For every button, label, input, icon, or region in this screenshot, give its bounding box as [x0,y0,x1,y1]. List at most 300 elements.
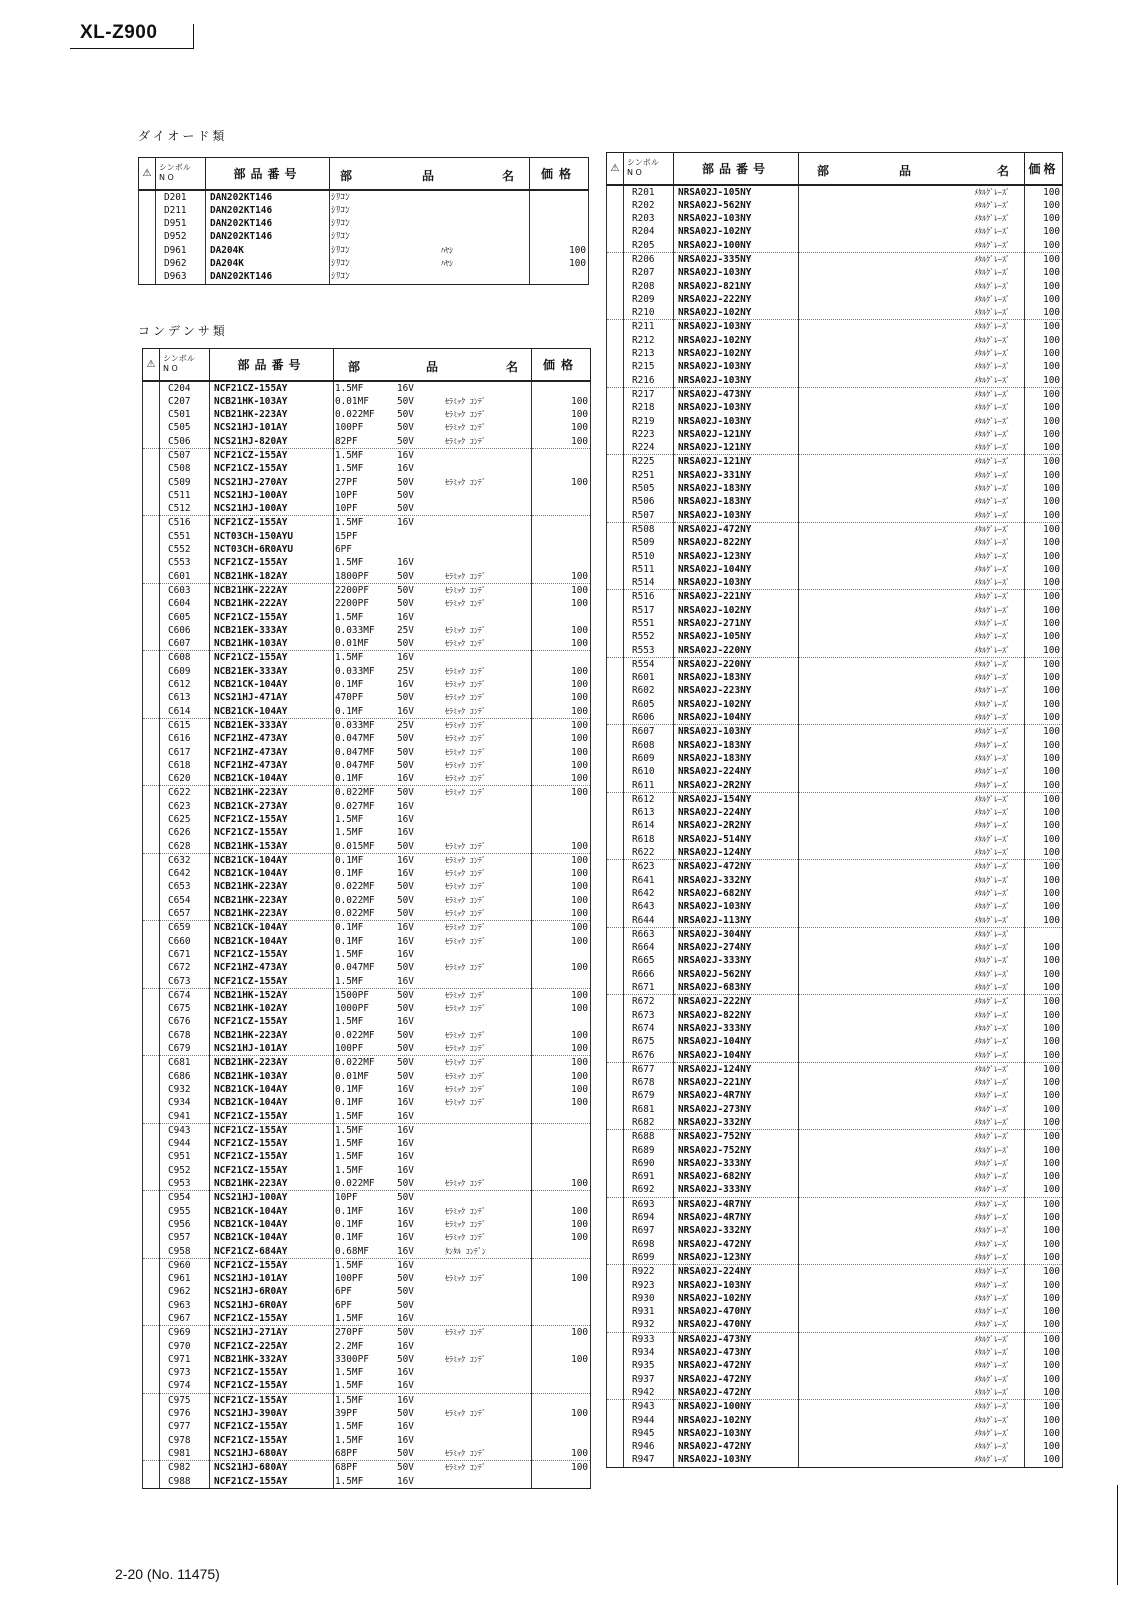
value-text: 10PF [335,503,358,515]
table-row [607,846,1063,860]
symbol-cell: R206 [624,252,674,266]
symbol-cell: C617 [160,746,210,759]
symbol-cell: R643 [624,900,674,913]
symbol-cell: R251 [624,469,674,482]
part-number-cell: NRSA02J-333NY [674,954,799,967]
description-cell: ﾒﾀﾙｸﾞﾚｰｽﾞ [799,495,1025,508]
price-cell: 100 [1025,779,1063,793]
price-cell: 100 [1025,1373,1063,1386]
part-number-cell: NRSA02J-470NY [674,1305,799,1318]
symbol-cell: R923 [624,1279,674,1292]
description-cell: ﾒﾀﾙｸﾞﾚｰｽﾞ [799,387,1025,401]
table-row [607,711,1063,725]
price-cell: 100 [1025,887,1063,900]
part-number-cell: NRSA02J-472NY [674,1373,799,1386]
price-cell: 100 [1025,1144,1063,1157]
price-cell [532,462,591,475]
part-number-cell: NCS21HJ-101AY [210,1272,334,1285]
table-row [143,1272,591,1285]
description-cell [334,1326,532,1340]
description-cell: ﾒﾀﾙｸﾞﾚｰｽﾞ [799,199,1025,212]
part-number-cell: NCF21CZ-155AY [210,1015,334,1028]
table-row [607,792,1063,806]
warning-cell [143,907,160,921]
symbol-cell: R215 [624,360,674,373]
price-cell [532,1164,591,1177]
table-row [607,1386,1063,1400]
symbol-cell: R943 [624,1400,674,1414]
symbol-cell: R217 [624,387,674,401]
table-row [607,280,1063,293]
symbol-cell: R671 [624,981,674,995]
value-text: ｼﾘｺﾝ [331,231,350,243]
symbol-cell: R212 [624,334,674,347]
part-number-cell: NRSA02J-102NY [674,1292,799,1305]
warning-cell [143,935,160,948]
symbol-cell: R677 [624,1062,674,1076]
page-edge-mark [1117,1485,1118,1585]
warning-cell [607,1414,624,1427]
part-number-cell: NRSA02J-4R7NY [674,1197,799,1211]
symbol-cell: R699 [624,1251,674,1265]
table-row [607,1453,1063,1467]
part-number-cell: NRSA02J-123NY [674,1251,799,1265]
warning-cell [607,1440,624,1453]
col-price: 価格 [532,349,591,381]
table-row [143,624,591,637]
symbol-cell: R664 [624,941,674,954]
warning-cell [143,1312,160,1326]
part-number-cell: NCF21CZ-155AY [210,1164,334,1177]
price-cell: 100 [1025,199,1063,212]
warning-cell [607,1251,624,1265]
description-cell: ﾒﾀﾙｸﾞﾚｰｽﾞ [799,1049,1025,1063]
symbol-cell: R506 [624,495,674,508]
value-text: 0.1MF [335,679,364,691]
warning-cell [607,1238,624,1251]
warning-cell [143,786,160,800]
table-row [607,1332,1063,1346]
symbol-cell: R203 [624,212,674,225]
rating-text: 16V [397,517,414,529]
table-row [143,1123,591,1137]
price-cell: 100 [1025,1251,1063,1265]
table-row [607,455,1063,469]
part-number-cell: NCB21EK-333AY [210,665,334,678]
warning-icon: ⚠ [607,153,624,185]
rating-text: 50V [397,962,414,974]
symbol-cell: R933 [624,1332,674,1346]
warning-cell [607,671,624,684]
part-number-cell: NCF21CZ-155AY [210,1475,334,1489]
part-number-cell: NCB21CK-104AY [210,853,334,867]
description-cell [334,448,532,462]
description-cell [334,840,532,854]
table-row [143,1299,591,1312]
symbol-cell: C625 [160,813,210,826]
warning-cell [607,1386,624,1400]
value-text: 1.5MF [335,1394,364,1406]
value-text: 1.5MF [335,1434,364,1446]
symbol-cell: R932 [624,1318,674,1332]
description-cell: ﾒﾀﾙｸﾞﾚｰｽﾞ [799,536,1025,549]
description-cell: ﾒﾀﾙｸﾞﾚｰｽﾞ [799,306,1025,320]
warning-cell [607,1427,624,1440]
table-row [607,1103,1063,1116]
value-text: 1.5MF [335,557,364,569]
value-text: 1.5MF [335,611,364,623]
price-cell [532,1015,591,1028]
table-row [139,204,589,217]
value-text: 1.5MF [335,948,364,960]
part-number-cell: NRSA02J-223NY [674,684,799,697]
part-number-cell: NRSA02J-274NY [674,941,799,954]
price-cell [530,217,589,230]
table-row [607,185,1063,199]
description-cell [334,1177,532,1191]
description-cell [334,462,532,475]
price-cell: 100 [532,1177,591,1191]
description-cell: ﾒﾀﾙｸﾞﾚｰｽﾞ [799,1359,1025,1372]
price-cell: 100 [532,935,591,948]
description-cell [334,1379,532,1393]
table-row [143,1312,591,1326]
symbol-cell: C612 [160,678,210,691]
table-row [607,900,1063,913]
rating-text: 50V [397,489,414,501]
part-number-cell: DA204K [206,257,330,270]
type-text: ｾﾗﾐｯｸ ｺﾝﾃﾞ [445,760,486,770]
description-cell [334,408,532,421]
part-number-cell: NCS21HJ-680AY [210,1447,334,1461]
table-row [607,1359,1063,1372]
symbol-cell: R204 [624,225,674,238]
table-row [143,583,591,597]
description-cell [334,651,532,665]
price-cell: 100 [532,395,591,408]
type-text: ｾﾗﾐｯｸ ｺﾝﾃﾞ [445,963,486,973]
description-cell [334,1042,532,1056]
price-cell [532,651,591,665]
rating-text: 50V [397,1273,414,1285]
value-text: 0.022MF [335,409,375,421]
symbol-cell: C955 [160,1205,210,1218]
rating-text: 16V [397,705,414,717]
symbol-cell: R678 [624,1076,674,1089]
table-row [143,1205,591,1218]
warning-cell [143,570,160,584]
rating-text: 50V [397,395,414,407]
description-cell: ﾒﾀﾙｸﾞﾚｰｽﾞ [799,428,1025,441]
price-cell: 100 [1025,1224,1063,1237]
symbol-cell: R663 [624,927,674,941]
price-cell: 100 [1025,415,1063,428]
table-row [143,1285,591,1298]
table-row [607,469,1063,482]
type-text: ｾﾗﾐｯｸ ｺﾝﾃﾞ [445,1448,486,1458]
symbol-cell: R931 [624,1305,674,1318]
model-bracket [193,24,194,49]
symbol-cell: C969 [160,1326,210,1340]
description-cell [334,867,532,880]
part-number-cell: NRSA02J-183NY [674,482,799,495]
table-row [143,489,591,502]
part-number-cell: NRSA02J-473NY [674,1346,799,1359]
symbol-cell: C967 [160,1312,210,1326]
symbol-cell: C552 [160,543,210,556]
part-number-cell: NCB21HK-223AY [210,1177,334,1191]
symbol-cell: C943 [160,1123,210,1137]
part-number-cell: NCT03CH-150AYU [210,530,334,543]
part-number-cell: NCS21HJ-6R0AY [210,1285,334,1298]
table-row [607,1144,1063,1157]
table-row [607,725,1063,739]
type-text: ｾﾗﾐｯｸ ｺﾝﾃﾞ [445,625,486,635]
value-text: 1.5MF [335,652,364,664]
value-text: 0.015MF [335,840,375,852]
warning-cell [607,739,624,752]
type-text: ｾﾗﾐｯｸ ｺﾝﾃﾞ [445,720,486,730]
table-row [139,270,589,284]
part-number-cell: NCS21HJ-101AY [210,421,334,434]
price-cell: 100 [1025,1076,1063,1089]
warning-cell [607,684,624,697]
table-row [143,381,591,395]
symbol-cell: C674 [160,988,210,1002]
warning-cell [143,583,160,597]
part-number-cell: NRSA02J-100NY [674,239,799,253]
description-cell: ﾒﾀﾙｸﾞﾚｰｽﾞ [799,590,1025,604]
symbol-cell: R225 [624,455,674,469]
warning-cell [607,927,624,941]
part-number-cell: NRSA02J-224NY [674,765,799,778]
symbol-cell: R213 [624,347,674,360]
warning-cell [607,550,624,563]
part-number-cell: NRSA02J-472NY [674,1440,799,1453]
price-cell: 100 [1025,711,1063,725]
symbol-cell: C958 [160,1245,210,1259]
symbol-cell: R693 [624,1197,674,1211]
description-cell: ﾒﾀﾙｸﾞﾚｰｽﾞ [799,415,1025,428]
price-cell: 100 [1025,1183,1063,1197]
table-row [143,759,591,772]
warning-cell [143,1258,160,1272]
description-cell: ﾒﾀﾙｸﾞﾚｰｽﾞ [799,644,1025,658]
rating-text: 50V [397,1003,414,1015]
warning-cell [607,954,624,967]
table-row [607,1211,1063,1224]
description-cell: ﾒﾀﾙｸﾞﾚｰｽﾞ [799,1346,1025,1359]
rating-text: 50V [397,1447,414,1459]
table-row [607,239,1063,253]
rating-text: 50V [397,840,414,852]
part-number-cell: NRSA02J-333NY [674,1157,799,1170]
price-cell [532,543,591,556]
description-cell [334,1353,532,1366]
warning-cell [607,280,624,293]
table-row [143,651,591,665]
table-row [139,244,589,257]
table-row [143,1245,591,1259]
price-cell: 100 [1025,469,1063,482]
part-number-cell: NRSA02J-103NY [674,320,799,334]
table-row [143,988,591,1002]
rating-text: 16V [397,814,414,825]
table-row [607,874,1063,887]
description-cell [334,1002,532,1015]
part-number-cell: NCF21CZ-155AY [210,516,334,530]
symbol-cell: C654 [160,894,210,907]
price-cell: 100 [1025,900,1063,913]
price-cell: 100 [1025,1427,1063,1440]
rating-text: 50V [397,1178,414,1190]
symbol-cell: R673 [624,1009,674,1022]
price-cell: 100 [1025,1103,1063,1116]
type-text: ﾀﾝﾀﾙ ｺﾝﾃﾞﾝ [445,1246,486,1256]
warning-cell [143,597,160,610]
symbol-cell: R697 [624,1224,674,1237]
warning-cell [607,563,624,576]
warning-cell [607,779,624,793]
warning-cell [607,1049,624,1063]
table-row [607,887,1063,900]
part-number-cell: NRSA02J-113NY [674,914,799,928]
table-row [143,1231,591,1244]
description-cell: ﾒﾀﾙｸﾞﾚｰｽﾞ [799,1373,1025,1386]
value-text: 39PF [335,1408,358,1420]
part-number-cell: DAN202KT146 [206,190,330,204]
price-cell [532,1434,591,1447]
part-number-cell: NRSA02J-514NY [674,833,799,846]
description-cell: ﾒﾀﾙｸﾞﾚｰｽﾞ [799,954,1025,967]
description-cell [334,705,532,719]
symbol-cell: R211 [624,320,674,334]
type-text: ｾﾗﾐｯｸ ｺﾝﾃﾞ [445,639,486,649]
price-cell: 100 [1025,819,1063,832]
table-row [607,995,1063,1009]
value-text: 0.01MF [335,638,369,650]
description-cell: ﾒﾀﾙｸﾞﾚｰｽﾞ [799,1427,1025,1440]
price-cell: 100 [532,408,591,421]
rating-text: 50V [397,733,414,745]
type-text: ｾﾗﾐｯｸ ｺﾝﾃﾞ [445,585,486,595]
price-cell: 100 [1025,441,1063,455]
price-cell: 100 [1025,225,1063,238]
part-number-cell: NCB21CK-273AY [210,800,334,813]
description-cell [334,1475,532,1489]
description-cell [334,1447,532,1461]
rating-text: 25V [397,719,414,731]
table-row [143,1137,591,1150]
table-row [607,1170,1063,1183]
rating-text: 16V [397,1394,414,1406]
symbol-cell: C673 [160,975,210,989]
rating-text: 16V [397,463,414,475]
description-cell: ﾒﾀﾙｸﾞﾚｰｽﾞ [799,995,1025,1009]
warning-cell [143,853,160,867]
warning-cell [143,1272,160,1285]
part-number-cell: NRSA02J-103NY [674,266,799,279]
description-cell: ﾒﾀﾙｸﾞﾚｰｽﾞ [799,806,1025,819]
value-text: 3300PF [335,1353,369,1365]
table-row [607,833,1063,846]
part-number-cell: NCB21CK-104AY [210,1083,334,1096]
price-cell [532,556,591,569]
table-row [607,779,1063,793]
warning-cell [607,968,624,981]
part-number-cell: NRSA02J-335NY [674,252,799,266]
part-number-cell: NCB21HK-223AY [210,894,334,907]
symbol-cell: R208 [624,280,674,293]
symbol-cell: R608 [624,739,674,752]
rating-text: 16V [397,611,414,623]
part-number-cell: NRSA02J-103NY [674,1453,799,1467]
symbol-cell: R672 [624,995,674,1009]
part-number-cell: NCS21HJ-471AY [210,691,334,704]
symbol-cell: R511 [624,563,674,576]
description-cell: ﾒﾀﾙｸﾞﾚｰｽﾞ [799,1400,1025,1414]
description-cell [334,907,532,921]
warning-cell [607,1373,624,1386]
table-row [143,1015,591,1028]
type-text: ｾﾗﾐｯｸ ｺﾝﾃﾞ [445,855,486,865]
table-row [607,657,1063,671]
price-cell: 100 [530,257,589,270]
table-row [607,1251,1063,1265]
price-cell: 100 [532,772,591,786]
warning-cell [143,880,160,893]
part-number-cell: NRSA02J-183NY [674,739,799,752]
rating-text: 50V [397,1192,414,1204]
warning-cell [607,711,624,725]
symbol-cell: R947 [624,1453,674,1467]
description-cell [334,1191,532,1205]
warning-cell [143,1015,160,1028]
price-cell: 100 [532,746,591,759]
symbol-cell: C675 [160,1002,210,1015]
price-cell: 100 [532,597,591,610]
table-row [143,1218,591,1231]
rating-text: 16V [397,1434,414,1446]
part-number-cell: NRSA02J-104NY [674,1035,799,1048]
warning-cell [143,1285,160,1298]
table-row [143,1353,591,1366]
type-text: ｾﾗﾐｯｸ ｺﾝﾃﾞ [445,1206,486,1216]
symbol-cell: C628 [160,840,210,854]
part-number-cell: NRSA02J-472NY [674,522,799,536]
description-cell: ﾒﾀﾙｸﾞﾚｰｽﾞ [799,212,1025,225]
symbol-cell: D963 [156,270,206,284]
symbol-cell: C623 [160,800,210,813]
warning-cell [143,556,160,569]
symbol-cell: R201 [624,185,674,199]
value-text: 1.5MF [335,814,364,825]
price-cell: 100 [1025,401,1063,414]
part-number-cell: NRSA02J-304NY [674,927,799,941]
description-cell [334,826,532,839]
rating-text: 50V [397,584,414,596]
table-row [607,1197,1063,1211]
warning-cell [143,624,160,637]
part-number-cell: NCF21CZ-155AY [210,1312,334,1326]
symbol-cell: C604 [160,597,210,610]
table-row [143,1002,591,1015]
warning-cell [607,1453,624,1467]
symbol-cell: C614 [160,705,210,719]
part-number-cell: NRSA02J-102NY [674,334,799,347]
price-cell: 100 [1025,806,1063,819]
table-row [607,1400,1063,1414]
